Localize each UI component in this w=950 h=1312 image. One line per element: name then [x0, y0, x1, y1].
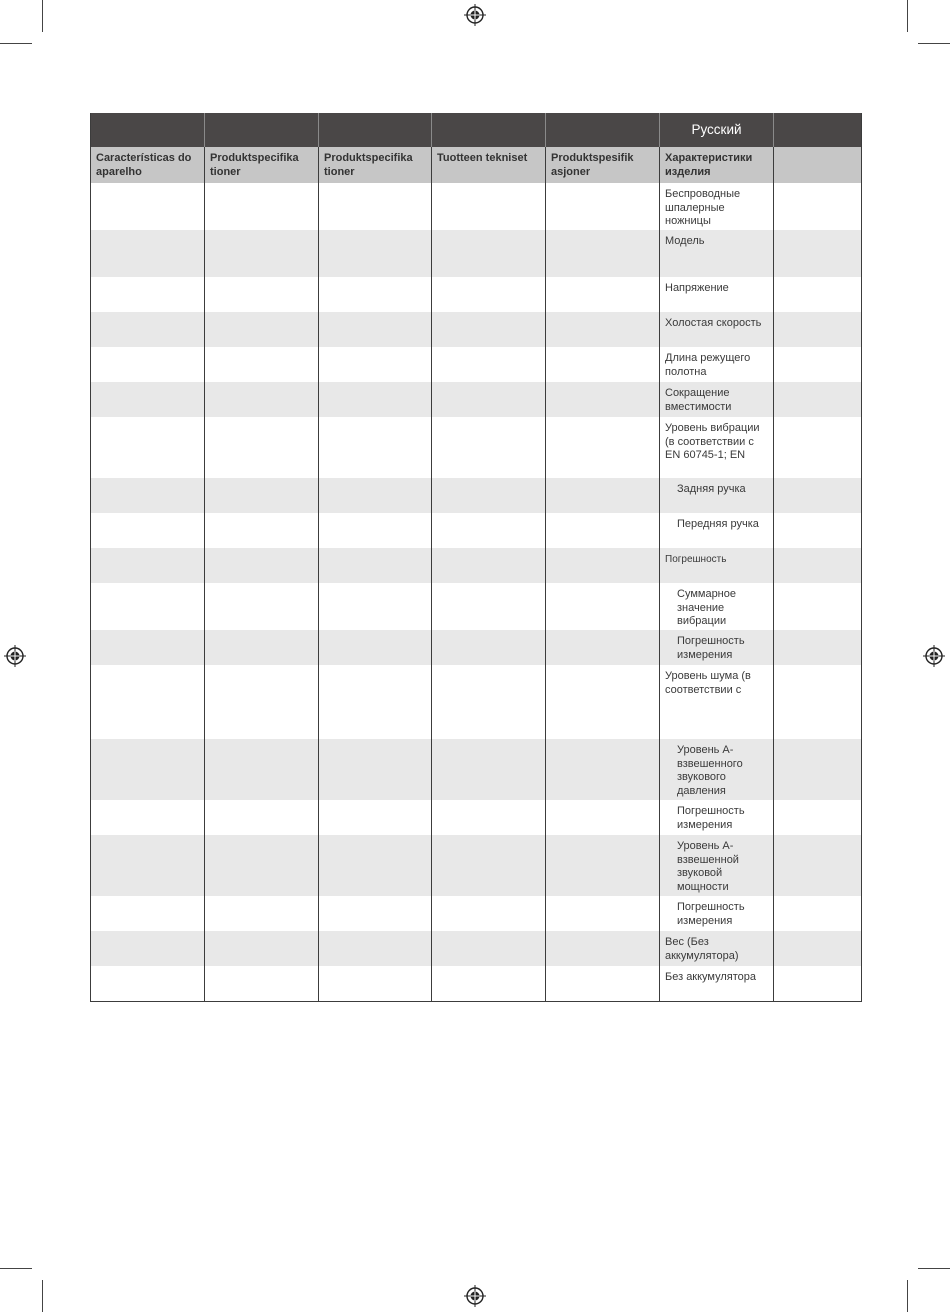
row-label: Уровень шума (в соответствии с: [660, 665, 774, 739]
table-row: [91, 548, 862, 583]
header-cell: [432, 113, 546, 147]
row-label: Беспроводные шпалерные ножницы: [660, 183, 774, 230]
language-header: Русский: [660, 113, 774, 147]
column-header: Características do aparelho: [91, 147, 205, 183]
row-label: Погрешность: [660, 548, 774, 583]
column-headers: [91, 147, 862, 183]
crop-mark: [42, 1280, 43, 1312]
row-label: Суммарное значение вибрации: [660, 583, 774, 630]
row-label: Уровень A-взвешенной звуковой мощности: [660, 835, 774, 896]
table-row: [91, 478, 862, 513]
table-top-header: [91, 113, 862, 147]
registration-mark-icon: [4, 645, 26, 667]
table-row: [91, 347, 862, 382]
row-label: Вес (Без аккумулятора): [660, 931, 774, 966]
table-row: [91, 800, 862, 835]
registration-mark-icon: [923, 645, 945, 667]
table-row: [91, 417, 862, 478]
row-label: Длина режущего полотна: [660, 347, 774, 382]
table-row: [91, 966, 862, 1001]
column-header: Produktspecifika tioner: [205, 147, 319, 183]
registration-mark-icon: [464, 1285, 486, 1307]
crop-mark: [918, 1268, 950, 1269]
row-label: Погрешность измерения: [660, 630, 774, 665]
header-cell: [546, 113, 660, 147]
table-row: [91, 583, 862, 630]
header-cell: [205, 113, 319, 147]
table-row: [91, 277, 862, 312]
table-row: [91, 665, 862, 739]
table-row: [91, 896, 862, 931]
crop-mark: [42, 0, 43, 32]
row-label: Передняя ручка: [660, 513, 774, 548]
row-label: Сокращение вместимости: [660, 382, 774, 417]
table-row: [91, 312, 862, 347]
column-header: Produktspesifik asjoner: [546, 147, 660, 183]
crop-mark: [0, 1268, 32, 1269]
table-row: [91, 230, 862, 277]
column-header: [774, 147, 862, 183]
row-label: Напряжение: [660, 277, 774, 312]
table-row: [91, 630, 862, 665]
row-label: Уровень A-взвешенного звукового давления: [660, 739, 774, 800]
table-row: [91, 382, 862, 417]
table-row: [91, 513, 862, 548]
registration-mark-icon: [464, 4, 486, 26]
table-row: [91, 183, 862, 230]
row-label: Уровень вибрации (в соответствии с EN 60745-1; EN: [660, 417, 774, 478]
row-label: Холостая скорость: [660, 312, 774, 347]
crop-mark: [907, 1280, 908, 1312]
row-label: Задняя ручка: [660, 478, 774, 513]
crop-mark: [907, 0, 908, 32]
column-header: Tuotteen tekniset: [432, 147, 546, 183]
header-cell: [319, 113, 432, 147]
row-label: Модель: [660, 230, 774, 277]
row-label: Погрешность измерения: [660, 800, 774, 835]
table-row: [91, 931, 862, 966]
column-header: Produktspecifika tioner: [319, 147, 432, 183]
header-cell: [774, 113, 862, 147]
spec-table: [90, 113, 862, 1002]
row-label: Погрешность измерения: [660, 896, 774, 931]
table-row: [91, 835, 862, 896]
row-label: Без аккумулятора: [660, 966, 774, 1001]
header-cell: [91, 113, 205, 147]
column-header: Характеристики изделия: [660, 147, 774, 183]
crop-mark: [918, 43, 950, 44]
crop-mark: [0, 43, 32, 44]
table-row: [91, 739, 862, 800]
